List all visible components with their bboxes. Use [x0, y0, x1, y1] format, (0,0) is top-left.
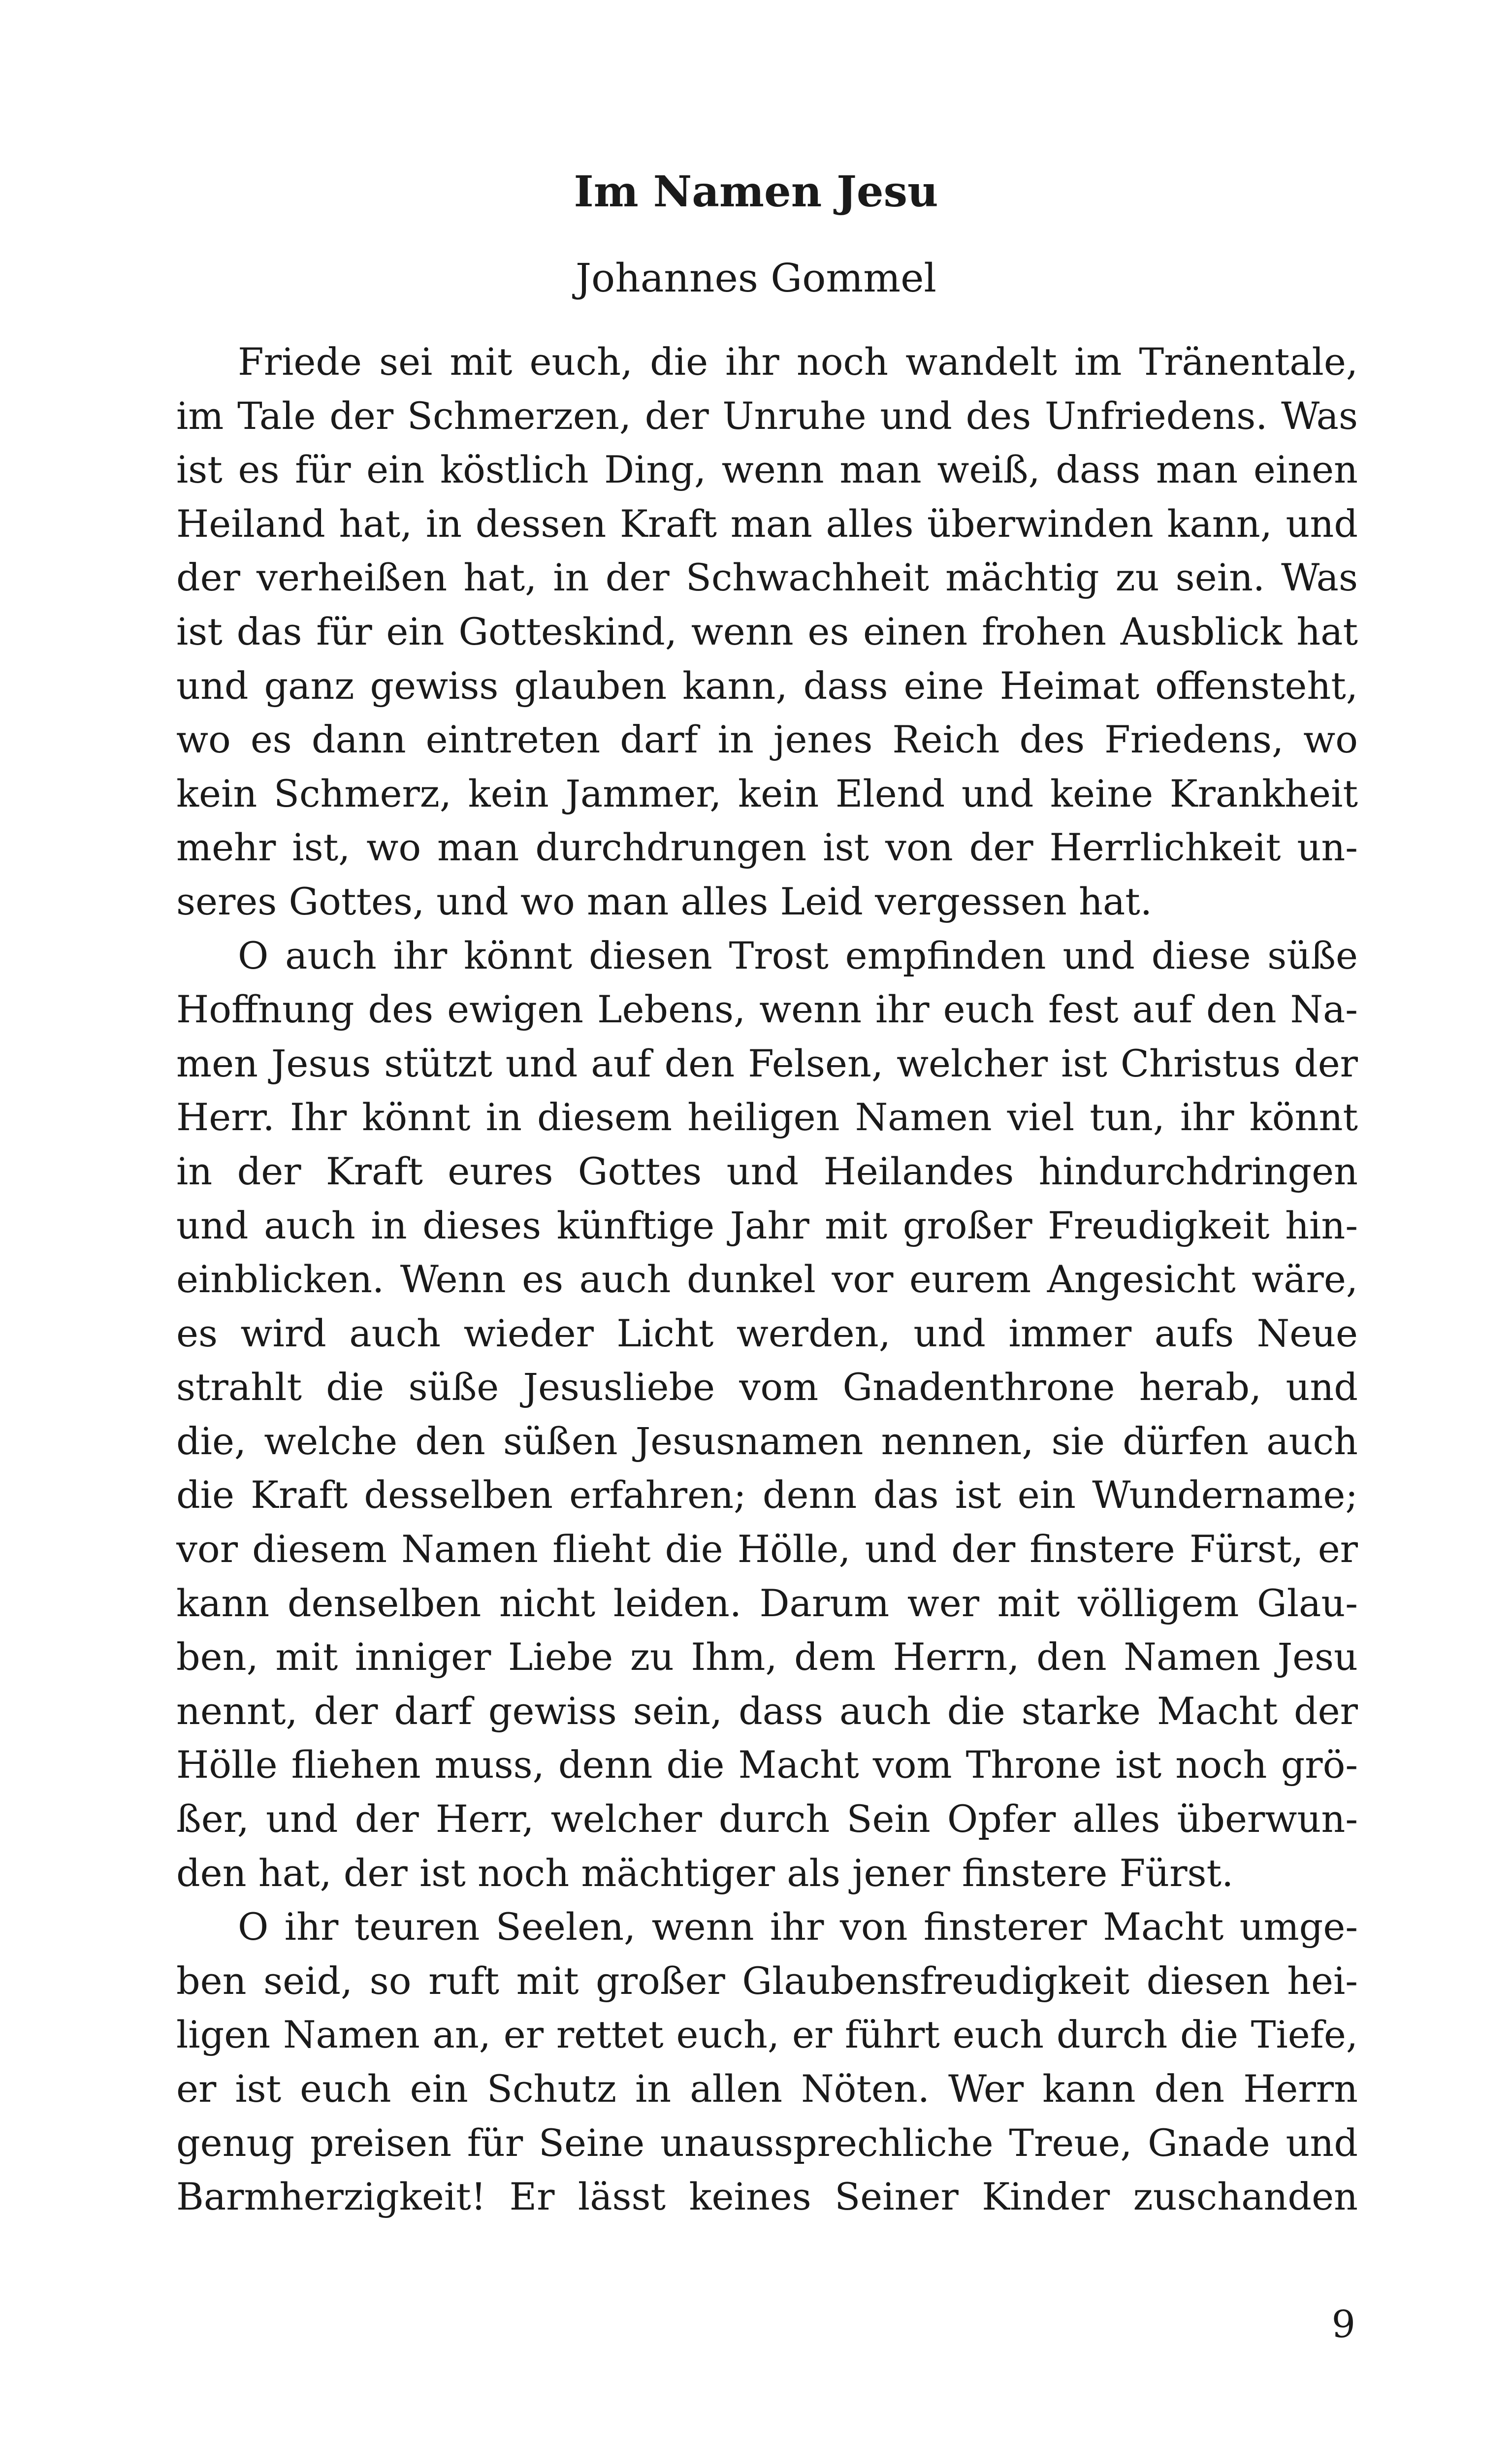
text-line: die Kraft desselben erfahren; denn das ist ein Wundername;: [176, 1473, 1358, 1517]
text-line: ben, mit inniger Liebe zu Ihm, dem Herrn, den Namen Jesu: [176, 1635, 1358, 1679]
body-text: [176, 335, 1358, 2224]
text-line: vor diesem Namen flieht die Hölle, und der finstere Fürst, er: [176, 1527, 1358, 1571]
chapter-author: Johannes Gommel: [575, 255, 937, 301]
text-line: ligen Namen an, er rettet euch, er führt euch durch die Tiefe,: [176, 2013, 1358, 2057]
text-line: und auch in dieses künftige Jahr mit großer Freudigkeit hin-: [176, 1203, 1358, 1247]
text-line: den hat, der ist noch mächtiger als jener finstere Fürst.: [176, 1851, 1234, 1895]
text-line: im Tale der Schmerzen, der Unruhe und des Unfriedens. Was: [176, 393, 1358, 438]
text-line: ist das für ein Gotteskind, wenn es einen frohen Ausblick hat: [176, 609, 1358, 653]
text-line: einblicken. Wenn es auch dunkel vor eurem Angesicht wäre,: [176, 1257, 1358, 1302]
text-line: ist es für ein köstlich Ding, wenn man weiß, dass man einen: [176, 448, 1358, 492]
text-line: genug preisen für Seine unaussprechliche Treue, Gnade und: [176, 2120, 1358, 2165]
text-line: seres Gottes, und wo man alles Leid vergessen hat.: [176, 879, 1152, 923]
text-line: Herr. Ihr könnt in diesem heiligen Namen viel tun, ihr könnt: [176, 1095, 1358, 1140]
text-line: er ist euch ein Schutz in allen Nöten. Wer kann den Herrn: [176, 2067, 1358, 2111]
text-line: kann denselben nicht leiden. Darum wer mit völligem Glau-: [176, 1581, 1358, 1625]
text-line: wo es dann eintreten darf in jenes Reich des Friedens, wo: [176, 717, 1358, 762]
text-line: und ganz gewiss glauben kann, dass eine Heimat offensteht,: [176, 663, 1358, 708]
text-line: die, welche den süßen Jesusnamen nennen, sie dürfen auch: [176, 1419, 1358, 1463]
text-line: O auch ihr könnt diesen Trost empfinden und diese süße: [238, 933, 1358, 977]
text-line: Barmherzigkeit! Er lässt keines Seiner Kinder zuschanden: [176, 2175, 1358, 2219]
text-line: in der Kraft eures Gottes und Heilandes hindurchdringen: [176, 1149, 1358, 1193]
text-line: men Jesus stützt und auf den Felsen, welcher ist Christus der: [176, 1041, 1358, 1085]
text-line: es wird auch wieder Licht werden, und immer aufs Neue: [176, 1311, 1358, 1355]
text-line: ßer, und der Herr, welcher durch Sein Opfer alles überwun-: [176, 1797, 1358, 1841]
text-line: ben seid, so ruft mit großer Glaubensfreudigkeit diesen hei-: [176, 1958, 1358, 2003]
text-line: nennt, der darf gewiss sein, dass auch die starke Macht der: [176, 1689, 1358, 1733]
text-line: Hölle fliehen muss, denn die Macht vom Throne ist noch grö-: [176, 1743, 1358, 1787]
text-line: Hoffnung des ewigen Lebens, wenn ihr euch fest auf den Na-: [176, 987, 1358, 1032]
text-line: Heiland hat, in dessen Kraft man alles überwinden kann, und: [176, 501, 1358, 546]
text-line: der verheißen hat, in der Schwachheit mächtig zu sein. Was: [176, 555, 1358, 600]
page-number: 9: [1331, 2302, 1355, 2346]
text-line: O ihr teuren Seelen, wenn ihr von finsterer Macht umge-: [238, 1905, 1358, 1949]
text-line: Friede sei mit euch, die ihr noch wandelt im Tränentale,: [238, 340, 1358, 384]
text-line: mehr ist, wo man durchdrungen ist von der Herrlichkeit un-: [176, 825, 1358, 870]
chapter-title: Im Namen Jesu: [574, 167, 938, 217]
text-line: kein Schmerz, kein Jammer, kein Elend und keine Krankheit: [176, 771, 1358, 815]
text-line: strahlt die süße Jesusliebe vom Gnadenthrone herab, und: [176, 1365, 1358, 1409]
